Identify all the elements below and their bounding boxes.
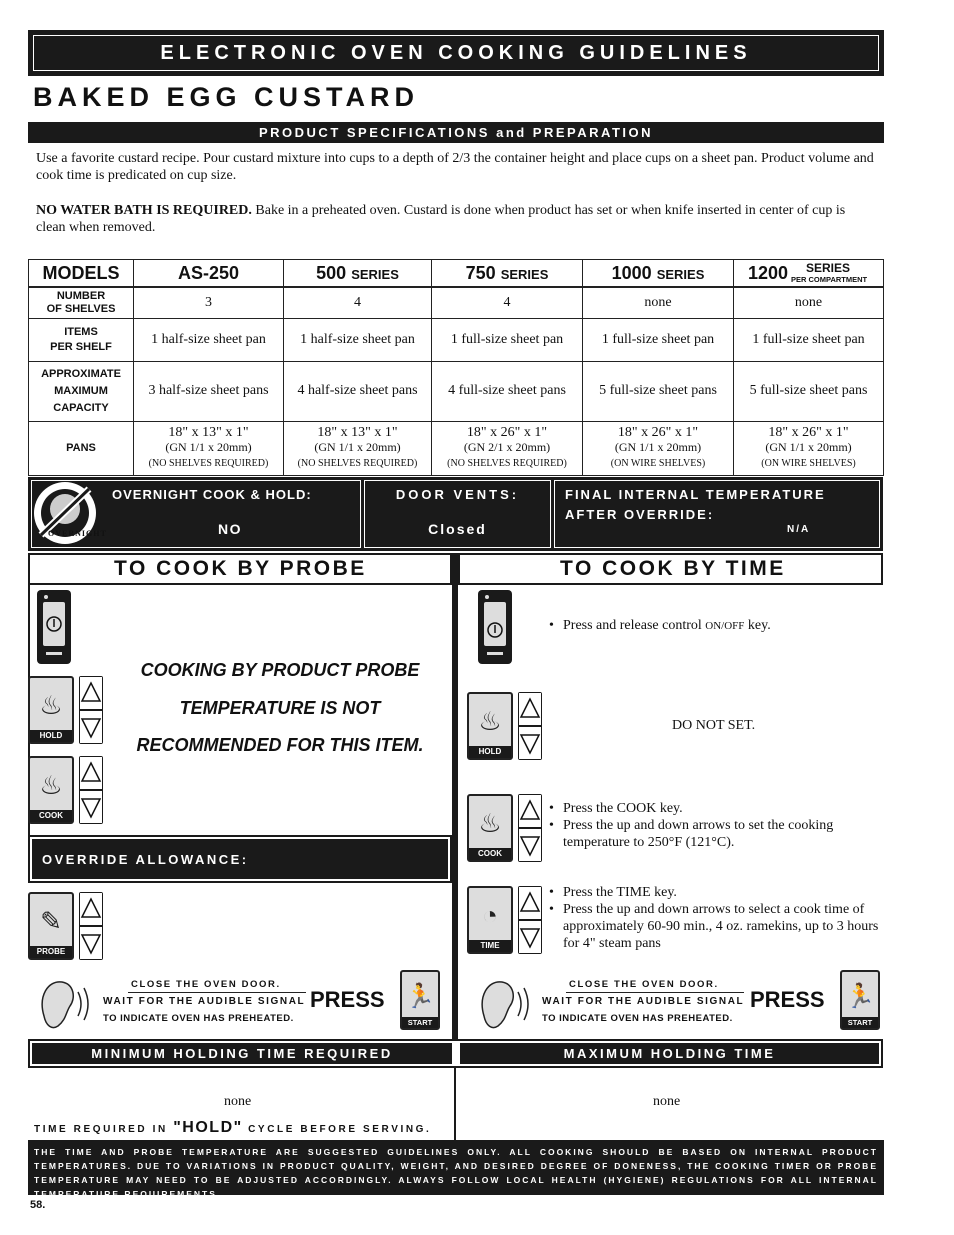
up-down-arrow-icon: [79, 676, 103, 744]
cook-hold-value: NO: [218, 521, 242, 537]
shelves-value: none: [734, 287, 884, 318]
cook-step: • Press the COOK key.: [549, 800, 879, 817]
probe-icon: ✎: [40, 905, 62, 936]
close-door-text: CLOSE THE OVEN DOOR.: [131, 979, 281, 990]
up-down-arrow-icon: [518, 794, 542, 862]
capacity-value: 5 full-size sheet pans: [734, 361, 884, 421]
items-row: [29, 318, 884, 361]
cook-step: • Press the up and down arrows to set the cooking temperature to 250°F (121°C).: [549, 817, 879, 851]
hold-icon: ♨: [39, 689, 63, 720]
hold-key-probe[interactable]: [28, 676, 74, 744]
capacity-row: [29, 361, 884, 421]
divider: [128, 992, 306, 993]
overnight-logo-icon: [31, 479, 101, 549]
overnight-logo-text: OVERNIGHT: [48, 529, 107, 538]
hold-cycle-note: [34, 1119, 431, 1137]
hold-icon: ♨: [478, 705, 502, 736]
specs-paragraph-2: [36, 202, 876, 236]
start-key-label: START: [402, 1017, 438, 1028]
shelves-value: 4: [284, 287, 432, 318]
timer-icon: ◔: [482, 899, 498, 930]
time-section-header: [458, 553, 883, 585]
specs-paragraph-2-text: Bake in a preheated oven. Custard is done when product has set or when knife inserted in center of cup is clean when removed.: [36, 203, 846, 235]
shelves-value: 3: [134, 287, 284, 318]
specs-bar: PRODUCT SPECIFICATIONS and PREPARATION: [28, 122, 884, 143]
min-holding-label: MINIMUM HOLDING TIME REQUIRED: [32, 1043, 452, 1064]
disclaimer-footer: THE TIME AND PROBE TEMPERATURE ARE SUGGESTED GUIDELINES ONLY. ALL COOKING SHOULD BE BASED ON INTERNAL PRODUCT TEMPERATURES. DUE TO VARIATIONS IN PRODUCT QUALITY, WEIGHT, AND DESIRED DEGREE OF DONENESS, THE COOKING TIMER OR PROBE TEMPERATURE MAY NEED TO BE ADJUSTED ACCORDINGLY. ALWAYS FOLLOW LOCAL HEALTH (HYGIENE) REGULATIONS FOR ALL INTERNAL TEMPERATURE REQUIREMENTS.: [28, 1140, 884, 1195]
final-temp-value: N/A: [787, 524, 811, 535]
start-key-probe[interactable]: [400, 970, 440, 1030]
time-step: • Press the up and down arrows to select a cook time of approximately 60-90 min., 4 oz. ramekins, up to 3 hours for 4" steam pans: [549, 901, 879, 952]
preheated-text: TO INDICATE OVEN HAS PREHEATED.: [542, 1013, 733, 1024]
holding-divider: [454, 1068, 456, 1140]
cook-icon: ♨: [478, 807, 502, 838]
final-temp-label-1: FINAL INTERNAL TEMPERATURE: [565, 487, 826, 502]
time-steps: [549, 884, 879, 952]
page-number: 58.: [30, 1199, 46, 1211]
capacity-value: 4 half-size sheet pans: [284, 361, 432, 421]
hold-note-text: CYCLE BEFORE SERVING.: [242, 1124, 432, 1135]
power-step-key: ON/OFF: [705, 620, 745, 632]
time-arrows[interactable]: [518, 886, 542, 954]
cook-key-time[interactable]: [467, 794, 513, 862]
max-holding-label: MAXIMUM HOLDING TIME: [460, 1043, 879, 1064]
models-label: MODELS: [29, 260, 134, 288]
probe-section-title: TO COOK BY PROBE: [114, 557, 367, 580]
model-as-250: AS-250: [134, 260, 284, 288]
specs-paragraph-1: Use a favorite custard recipe. Pour custard mixture into cups to a depth of 2/3 the container height and place cups on a sheet pan. Product volume and cook time is predicated on cup size.: [36, 151, 874, 183]
model-750: 750 SERIES: [432, 260, 583, 288]
items-value: 1 full-size sheet pan: [583, 318, 734, 361]
press-label: PRESS: [750, 987, 825, 1012]
probe-not-recommended-message: [110, 652, 450, 765]
shelves-label: NUMBER OF SHELVES: [29, 287, 134, 318]
banner-text: ELECTRONIC OVEN COOKING GUIDELINES: [33, 35, 879, 71]
up-down-arrow-icon: [79, 756, 103, 824]
override-allowance-label: OVERRIDE ALLOWANCE:: [32, 839, 448, 879]
pans-value: 18" x 26" x 1" (GN 2/1 x 20mm) (NO SHELVES REQUIRED): [432, 421, 583, 475]
max-holding-value: none: [653, 1094, 681, 1109]
hold-note-key: "HOLD": [173, 1119, 243, 1136]
probe-message-line: COOKING BY PRODUCT PROBE: [140, 660, 420, 680]
hold-arrows-time[interactable]: [518, 692, 542, 760]
cook-key-label: COOK: [469, 848, 511, 860]
no-water-bath-note: NO WATER BATH IS REQUIRED.: [36, 203, 252, 218]
door-vents-value: Closed: [428, 521, 487, 537]
capacity-value: 5 full-size sheet pans: [583, 361, 734, 421]
power-key-time[interactable]: [478, 590, 512, 664]
items-value: 1 full-size sheet pan: [734, 318, 884, 361]
preheated-text: TO INDICATE OVEN HAS PREHEATED.: [103, 1013, 294, 1024]
time-section-title: TO COOK BY TIME: [560, 557, 786, 580]
pans-value: 18" x 26" x 1" (GN 1/1 x 20mm) (ON WIRE SHELVES): [734, 421, 884, 475]
center-divider: [452, 553, 458, 1039]
cook-arrows-time[interactable]: [518, 794, 542, 862]
hold-key-label: HOLD: [30, 730, 72, 742]
power-step-text: Press and release control: [563, 618, 706, 633]
holding-bars: [28, 1039, 883, 1068]
items-value: 1 full-size sheet pan: [432, 318, 583, 361]
door-vents-label: DOOR VENTS:: [395, 487, 520, 502]
overnight-box: [28, 477, 883, 551]
close-door-text: CLOSE THE OVEN DOOR.: [569, 979, 719, 990]
models-header-row: [29, 260, 884, 288]
pans-value: 18" x 26" x 1" (GN 1/1 x 20mm) (ON WIRE SHELVES): [583, 421, 734, 475]
capacity-value: 4 full-size sheet pans: [432, 361, 583, 421]
power-icon: [37, 590, 71, 664]
up-down-arrow-icon: [518, 886, 542, 954]
time-key[interactable]: [467, 886, 513, 954]
probe-arrows[interactable]: [79, 892, 103, 960]
items-label: ITEMS PER SHELF: [29, 318, 134, 361]
divider: [566, 992, 744, 993]
probe-key[interactable]: [28, 892, 74, 960]
wait-signal-text: WAIT FOR THE AUDIBLE SIGNAL: [542, 996, 745, 1007]
time-key-label: TIME: [469, 940, 511, 952]
wait-signal-text: WAIT FOR THE AUDIBLE SIGNAL: [103, 996, 306, 1007]
pans-label: PANS: [29, 421, 134, 475]
override-allowance-box: [28, 835, 452, 883]
cook-icon: ♨: [39, 769, 63, 800]
pans-value: 18" x 13" x 1" (GN 1/1 x 20mm) (NO SHELVES REQUIRED): [134, 421, 284, 475]
up-down-arrow-icon: [518, 692, 542, 760]
probe-section-header: [28, 553, 452, 585]
start-key-label: START: [842, 1017, 878, 1028]
shelves-row: [29, 287, 884, 318]
model-1000: 1000 SERIES: [583, 260, 734, 288]
run-icon: 🏃: [845, 983, 875, 1010]
door-vents: [364, 480, 551, 548]
hold-arrows-probe[interactable]: [79, 676, 103, 744]
probe-message-line: TEMPERATURE IS NOT: [179, 697, 381, 718]
power-key-probe[interactable]: [37, 590, 71, 664]
shelves-value: none: [583, 287, 734, 318]
capacity-label: APPROXIMATE MAXIMUM CAPACITY: [29, 361, 134, 421]
min-holding-value: none: [224, 1094, 252, 1109]
press-label: PRESS: [310, 987, 385, 1012]
hold-key-time[interactable]: [467, 692, 513, 760]
start-key-time[interactable]: [840, 970, 880, 1030]
cook-hold-label: OVERNIGHT COOK & HOLD:: [112, 487, 312, 502]
power-step: [549, 617, 893, 635]
overnight-cook-hold: [31, 480, 361, 548]
cook-arrows-probe[interactable]: [79, 756, 103, 824]
power-step-text: key.: [744, 618, 771, 633]
models-table: [28, 259, 884, 476]
hold-note-text: TIME REQUIRED IN: [34, 1124, 174, 1135]
ear-icon: [476, 976, 536, 1032]
items-value: 1 half-size sheet pan: [134, 318, 284, 361]
model-1200: 1200 SERIES PER COMPARTMENT: [734, 260, 884, 288]
items-value: 1 half-size sheet pan: [284, 318, 432, 361]
hold-key-label: HOLD: [469, 746, 511, 758]
ear-icon: [36, 976, 96, 1032]
capacity-value: 3 half-size sheet pans: [134, 361, 284, 421]
power-icon: [478, 590, 512, 664]
final-temperature: [554, 480, 880, 548]
final-temp-label-2: AFTER OVERRIDE:: [565, 507, 715, 522]
hold-do-not-set: DO NOT SET.: [672, 718, 756, 733]
time-step: • Press the TIME key.: [549, 884, 879, 901]
cook-steps: [549, 800, 879, 851]
page-title: BAKED EGG CUSTARD: [33, 82, 420, 112]
probe-message-line: RECOMMENDED FOR THIS ITEM.: [136, 735, 424, 755]
run-icon: 🏃: [405, 983, 435, 1010]
pans-row: [29, 421, 884, 475]
banner: [28, 30, 884, 76]
probe-key-label: PROBE: [30, 946, 72, 958]
up-down-arrow-icon: [79, 892, 103, 960]
model-500: 500 SERIES: [284, 260, 432, 288]
cook-key-probe[interactable]: [28, 756, 74, 824]
pans-value: 18" x 13" x 1" (GN 1/1 x 20mm) (NO SHELVES REQUIRED): [284, 421, 432, 475]
cook-key-label: COOK: [30, 810, 72, 822]
shelves-value: 4: [432, 287, 583, 318]
